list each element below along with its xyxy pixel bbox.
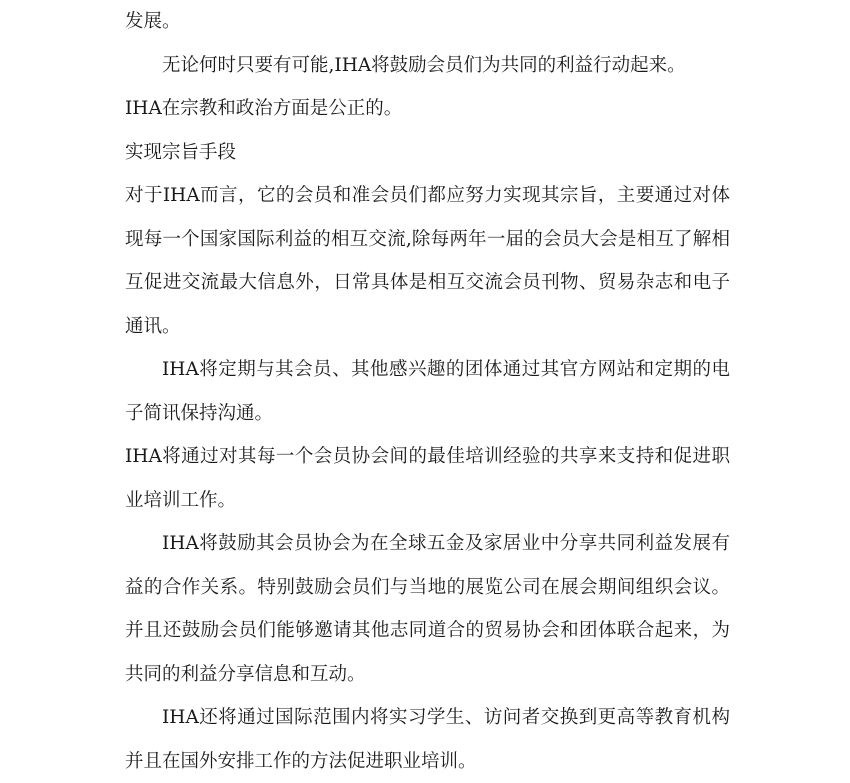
paragraph-training: IHA将通过对其每一个会员协会间的最佳培训经验的共享来支持和促进职业培训工作。: [125, 446, 730, 511]
paragraph-neutrality: IHA在宗教和政治方面是公正的。: [125, 98, 403, 119]
document-body: [125, 0, 730, 783]
paragraph-continuation: 发展。: [125, 11, 181, 32]
paragraph-cooperation: 无论何时只要有可能,IHA将鼓励会员们为共同的利益行动起来。: [162, 54, 686, 76]
paragraph-exchange: IHA还将通过国际范围内将实习学生、访问者交换到更高等教育机构并且在国外安排工作的方法促进职业培训。: [125, 707, 730, 772]
paragraph-communication: IHA将定期与其会员、其他感兴趣的团体通过其官方网站和定期的电子简讯保持沟通。: [125, 359, 730, 424]
paragraph-means: 对于IHA而言，它的会员和准会员们都应努力实现其宗旨，主要通过对体现每一个国家国际利益的相互交流,除每两年一届的会员大会是相互了解相互促进交流最大信息外，日常具体是相互交流会员刊物、贸易杂志和电子通讯。: [125, 185, 730, 337]
paragraph-partnership: IHA将鼓励其会员协会为在全球五金及家居业中分享共同利益发展有益的合作关系。特别鼓励会员们与当地的展览公司在展会期间组织会议。并且还鼓励会员们能够邀请其他志同道合的贸易协会和团体联合起来，为共同的利益分享信息和互动。: [125, 533, 730, 685]
section-heading: 实现宗旨手段: [125, 141, 237, 163]
